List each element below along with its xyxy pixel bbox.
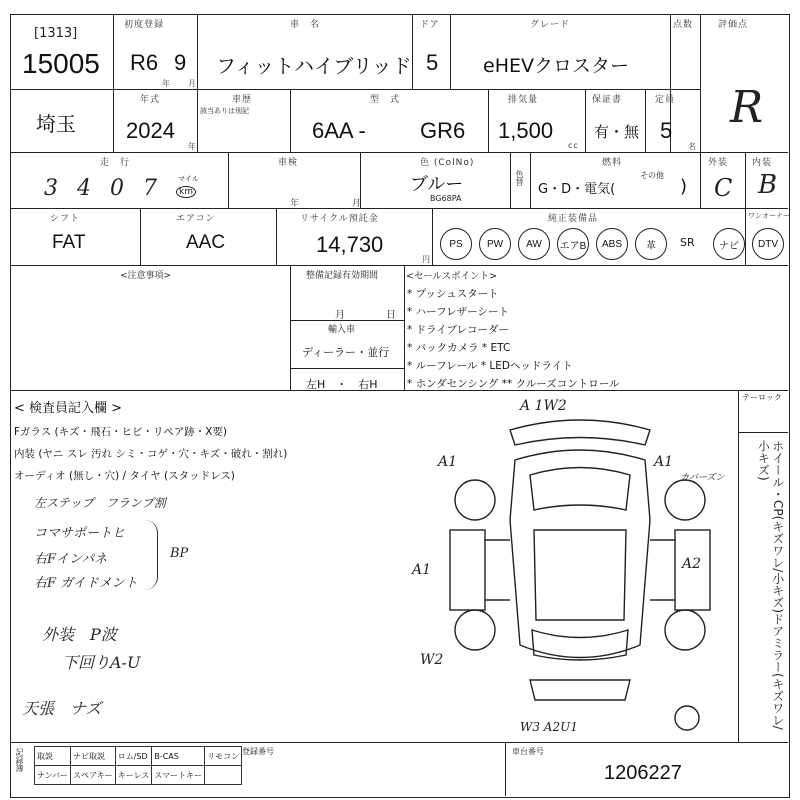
disp-unit: cc [568, 141, 579, 150]
vline [700, 14, 701, 153]
color-code: BG68PA [430, 194, 462, 203]
rec-expire-label: 整備記録有効期間 [306, 271, 379, 281]
equip-aw: AW [518, 228, 550, 260]
km-unit: km [176, 186, 196, 198]
side-text: ホイール・CP(キズワレ/小キズ)ドアミラー(キズワレ/小キズ) [756, 440, 785, 730]
equip-ps: PS [440, 228, 472, 260]
vline [645, 89, 646, 153]
vline [197, 89, 198, 153]
aircon-label: エアコン [176, 214, 216, 224]
capacity-label: 定員 [655, 95, 676, 105]
lot-number: 15005 [22, 48, 100, 79]
model-label: 型 式 [370, 95, 401, 105]
shaken-month: 月 [352, 199, 363, 209]
rule-row3 [10, 208, 788, 209]
diag-mark: A2 [682, 556, 702, 572]
vline [450, 14, 451, 90]
mileage-label: 走 行 [100, 158, 131, 168]
shift-label: シフト [50, 214, 81, 224]
sales-item: * ドライブレコーダー [407, 324, 510, 336]
vline [290, 89, 291, 153]
month-unit: 月 [188, 79, 197, 88]
hand-bp: BP [170, 546, 189, 561]
vline [745, 208, 746, 266]
diag-mark: A1 [654, 454, 674, 470]
vline [745, 152, 746, 209]
grade-label: グレード [530, 20, 571, 30]
lot-code: [1313] [34, 26, 78, 41]
inspector-line2: 内装 (ヤニ スレ 汚れ シミ・コゲ・穴・キズ・破れ・割れ) [14, 448, 288, 460]
hand-note: 左ステップ フランプ割 [34, 496, 166, 510]
side-label: テーロック [742, 393, 782, 402]
vline [412, 14, 413, 90]
bottom-item: ロム/SD [115, 747, 152, 766]
reg-label: 登録番号 [242, 747, 274, 756]
score-sub-label: 点数 [673, 20, 694, 30]
vline [113, 14, 114, 153]
vline [738, 390, 739, 743]
hand-note: 右Fインパネ [34, 552, 108, 567]
first-reg-label: 初度登録 [124, 20, 165, 30]
vline [585, 89, 586, 153]
year-unit: 年 [162, 79, 171, 88]
equip-extra: ワンオーナー [748, 212, 790, 220]
rec-day: 日 [386, 310, 396, 321]
inspector-label: < 検査員記入欄 > [14, 401, 123, 416]
first-reg-month: 9 [174, 50, 187, 75]
equip-airbag: エアB [557, 228, 589, 260]
bottom-item: リモコン [205, 747, 242, 766]
disp-label: 排気量 [508, 95, 539, 105]
door-value: 5 [426, 50, 439, 75]
vline [276, 208, 277, 266]
interior-value: B [758, 170, 778, 200]
door-label: ドア [420, 20, 440, 30]
bottom-item: キーレス [115, 766, 152, 785]
aircon-value: AAC [186, 232, 226, 253]
vline [140, 208, 141, 266]
grade-value: eHEVクロスター [483, 55, 629, 77]
equip-sr: SR [680, 236, 695, 249]
sales-item: * バックカメラ * ETC [407, 342, 511, 354]
sales-item: * ホンダセンシング ** クルーズコントロール [407, 378, 620, 390]
bottom-item: スマートキー [152, 766, 205, 785]
color-change: 色替 [515, 170, 524, 186]
hand-note: 天張 ナズ [22, 699, 102, 718]
bottom-items-table [34, 746, 242, 785]
exterior-label: 外装 [708, 158, 729, 168]
model-year-label: 年式 [140, 95, 161, 105]
model-b: GR6 [420, 118, 466, 143]
rule-side [738, 432, 788, 433]
frame-label: 車台番号 [512, 747, 544, 756]
rule-row5 [10, 390, 788, 391]
fuel-value: G・D・電気( [538, 182, 616, 197]
bottom-item: スペアキー [71, 766, 116, 785]
hand-note: コマサポートヒ [34, 526, 126, 541]
vline [432, 208, 433, 266]
import-value: ディーラー・並行 [302, 346, 390, 359]
first-reg-era: R6 [130, 50, 159, 75]
mile-unit: マイル [178, 175, 199, 183]
diag-mark: W2 [420, 652, 444, 668]
hand-bracket [145, 520, 158, 590]
model-a: 6AA - [312, 118, 366, 143]
capacity-value: 5 [660, 118, 673, 143]
car-name: フィットハイブリッド [216, 54, 412, 78]
vline [700, 152, 701, 209]
bottom-item: B-CAS [152, 747, 205, 766]
region: 埼玉 [36, 112, 76, 136]
shaken-year: 年 [290, 199, 301, 209]
vline [488, 89, 489, 153]
inspector-line1: Fガラス (キズ・飛石・ヒビ・リペア跡・X要) [14, 426, 228, 438]
fuel-label: 燃料 [602, 158, 623, 168]
bottom-item: ナンバー [35, 766, 71, 785]
year-unit2: 年 [188, 142, 197, 151]
vline [197, 14, 198, 90]
record-book: 記録簿 [15, 748, 24, 772]
disp-value: 1,500 [498, 118, 554, 143]
model-year: 2024 [126, 118, 175, 143]
sales-label: <セールスポイント> [406, 271, 498, 282]
vline [530, 152, 531, 209]
diag-mark: A 1W2 [520, 398, 567, 414]
chassis-note: 該当ありは別記 [200, 107, 249, 115]
vline [505, 742, 506, 796]
warranty-label: 保証書 [592, 95, 623, 105]
diag-mark: A1 [438, 454, 458, 470]
color-value: ブルー [410, 174, 464, 195]
sales-item: * ハーフレザーシート [407, 306, 509, 318]
vline [290, 265, 291, 391]
bottom-item: ナビ取説 [71, 747, 116, 766]
rec-month: 月 [335, 310, 345, 321]
rule-import2 [290, 368, 404, 369]
fuel-close: ) [680, 176, 688, 197]
vline [228, 152, 229, 209]
shift-value: FAT [52, 232, 86, 253]
diag-mark: カバーズン [680, 473, 725, 483]
equip-dtv: DTV [752, 228, 784, 260]
mileage-value: 3 4 0 7 [44, 176, 163, 201]
recycle-value: 14,730 [316, 232, 384, 257]
score-label: 評価点 [718, 20, 749, 30]
capacity-unit: 名 [688, 142, 697, 151]
interior-label: 内装 [752, 158, 773, 168]
vline [404, 265, 405, 391]
equip-abs: ABS [596, 228, 628, 260]
notes-label: <注意事項> [120, 271, 172, 281]
hand-note: 右F ガイドメント [34, 576, 138, 591]
import-handle: 左H ・ 右H [306, 378, 378, 391]
shaken-label: 車検 [278, 158, 299, 168]
equip-navi: ナビ [713, 228, 745, 260]
hand-note: 外装 P波 [42, 625, 117, 644]
sales-item: * プッシュスタート [407, 288, 499, 300]
diag-mark: W3 A2U1 [520, 720, 578, 734]
vline [510, 152, 511, 209]
hand-note: 下回りA-U [62, 653, 141, 672]
frame-number: 1206227 [604, 762, 682, 784]
bottom-item: 取説 [35, 747, 71, 766]
equip-label: 純正装備品 [548, 214, 599, 224]
equip-pw: PW [479, 228, 511, 260]
import-label: 輸入車 [328, 325, 356, 335]
diag-mark: A1 [412, 562, 432, 578]
recycle-unit: 円 [422, 255, 431, 264]
score-value: R [730, 82, 764, 133]
sales-item: * ルーフレール * LEDヘッドライト [407, 360, 573, 372]
car-name-label: 車 名 [290, 20, 321, 30]
rule-row2 [10, 152, 788, 153]
fuel-other: その他 [640, 171, 664, 180]
chassis-label: 車歴 [232, 95, 253, 105]
exterior-value: C [714, 174, 733, 202]
recycle-label: リサイクル預託金 [300, 214, 379, 224]
equip-leather: 革 [635, 228, 667, 260]
inspector-line3: オーディオ (無し・穴) / タイヤ (スタッドレス) [14, 470, 235, 482]
rule-row6 [10, 742, 788, 743]
rule-row4 [10, 265, 788, 266]
warranty-value: 有・無 [594, 123, 640, 141]
color-label: 色 (ColNo) [420, 158, 475, 168]
